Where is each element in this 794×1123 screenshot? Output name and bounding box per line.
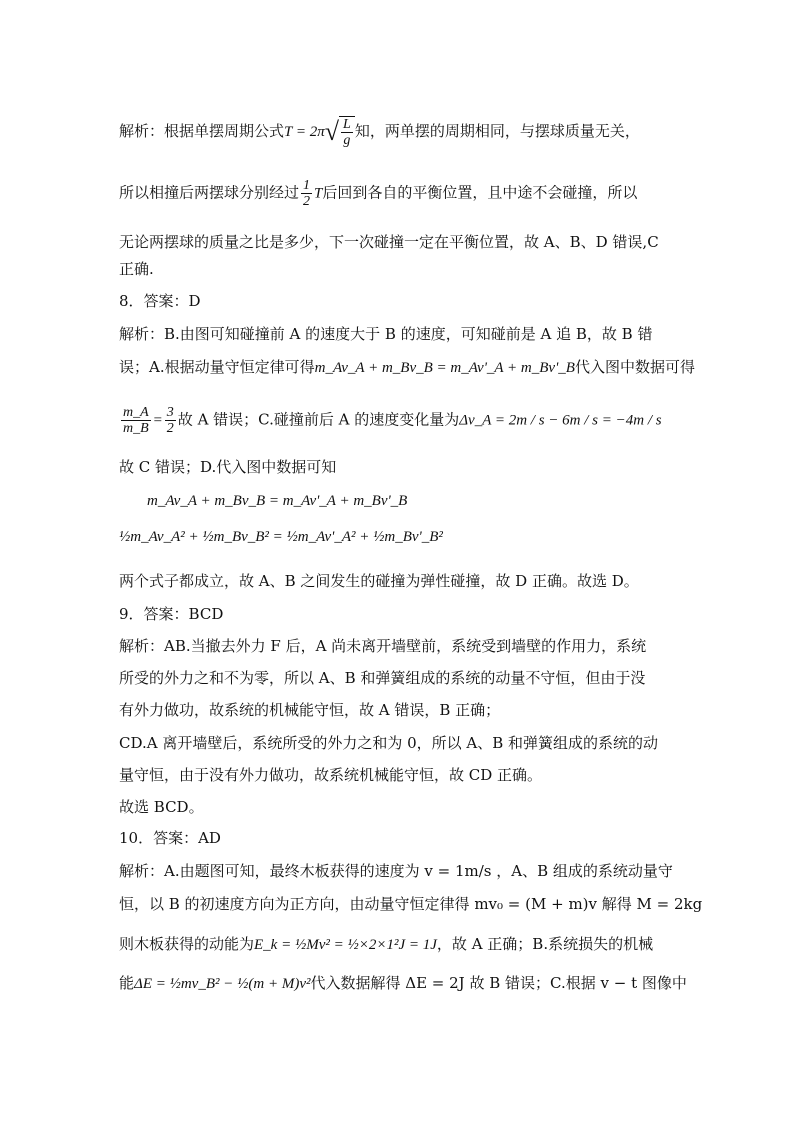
block1-line1-text-b: 知，两单摆的周期相同，与摆球质量无关， (354, 122, 640, 140)
kinetic-energy-equation: E_k = ½Mv² = ½×2×1²J = 1J (254, 937, 437, 953)
q9-line5: 量守恒，由于没有外力做功，故系统机械能守恒，故 CD 正确。 (119, 766, 543, 784)
half-fraction: $\frac{1}{2}$ (303, 178, 311, 209)
q9-answer: 9．答案：BCD (119, 605, 224, 623)
q8-equation-1: m_Av_A + m_Bv_B = m_Av'_A + m_Bv'_B (147, 493, 408, 509)
block1-line4: 正确. (119, 260, 154, 278)
energy-loss-equation: ΔE = ½mv_B² − ½(m + M)v² (134, 976, 311, 992)
block1-line1-text-a: 解析：根据单摆周期公式 (119, 122, 285, 140)
q10-line1: 解析：A.由题图可知，最终木板获得的速度为 v = 1m/s ，A、B 组成的系统动量守 (119, 862, 673, 880)
sqrt-L-over-g (325, 116, 355, 148)
block1-line3: 无论两摆球的质量之比是多少，下一次碰撞一定在平衡位置，故 A、B、D 错误,C (119, 233, 659, 251)
q8-line2: 误；A.根据动量守恒定律可得m_Av_A + m_Bv_B = m_Av'_A + m_Bv'_B代入图中数据可得 (119, 358, 695, 376)
q8-line1: 解析：B.由图可知碰撞前 A 的速度大于 B 的速度，可知碰前是 A 追 B，故 B 错 (119, 325, 653, 343)
q10-line3: 则木板获得的动能为E_k = ½Mv² = ½×2×1²J = 1J，故 A 正确；B.系统损失的机械 (119, 935, 654, 953)
q9-line3: 有外力做功，故系统的机械能守恒，故 A 错误，B 正确； (119, 701, 501, 719)
q8-line5: 两个式子都成立，故 A、B 之间发生的碰撞为弹性碰撞，故 D 正确。故选 D。 (119, 572, 639, 590)
period-var: T (314, 185, 323, 202)
period-formula: T = 2π (284, 124, 325, 140)
block1-line2-text-a: 所以相撞后两摆球分别经过 (119, 183, 300, 202)
sqrt-num: L (343, 117, 351, 132)
ratio-value-fraction: $\frac{3}{2}$ (166, 405, 174, 436)
q8-line3: $\frac{m\_A}{m\_B}$ = $\frac{3}{2}$ 故 A 错误；C.碰撞前后 A 的速度变化量为Δv_A = 2m / s − 6m / s = −4m / s (123, 405, 662, 436)
momentum-equation: m_Av_A + m_Bv_B = m_Av'_A + m_Bv'_B (314, 360, 575, 376)
mass-ratio-fraction: $\frac{m\_A}{m\_B}$ (123, 405, 149, 436)
block1-line2 (119, 178, 675, 209)
sqrt-icon: √ (324, 117, 340, 146)
q8-line4: 故 C 错误；D.代入图中数据可知 (119, 458, 337, 476)
sqrt-den: g (343, 133, 351, 148)
block1-line2-text-b: 后回到各自的平衡位置，且中途不会碰撞，所以 (322, 183, 638, 202)
q10-answer: 10．答案：AD (119, 829, 221, 847)
q9-line2: 所受的外力之和不为零，所以 A、B 和弹簧组成的系统的动量不守恒，但由于没 (119, 669, 646, 687)
q10-line2: 恒，以 B 的初速度方向为正方向，由动量守恒定律得 mv₀ = (M + m)v 解得 M = 2kg (119, 895, 703, 913)
velocity-change-equation: Δv_A = 2m / s − 6m / s = −4m / s (459, 412, 662, 429)
q8-equation-2: ½m_Av_A² + ½m_Bv_B² = ½m_Av'_A² + ½m_Bv'_B² (119, 529, 443, 545)
q9-line1: 解析：AB.当撤去外力 F 后，A 尚未离开墙壁前，系统受到墙壁的作用力，系统 (119, 637, 647, 655)
q9-line4: CD.A 离开墙壁后，系统所受的外力之和为 0，所以 A、B 和弹簧组成的系统的动 (119, 734, 659, 752)
q10-line4: 能ΔE = ½mv_B² − ½(m + M)v²代入数据解得 ΔE = 2J 故 B 错误；C.根据 v − t 图像中 (119, 974, 687, 992)
q9-line6: 故选 BCD。 (119, 798, 204, 816)
q8-answer: 8．答案：D (119, 292, 201, 310)
block1-line1 (119, 116, 675, 148)
